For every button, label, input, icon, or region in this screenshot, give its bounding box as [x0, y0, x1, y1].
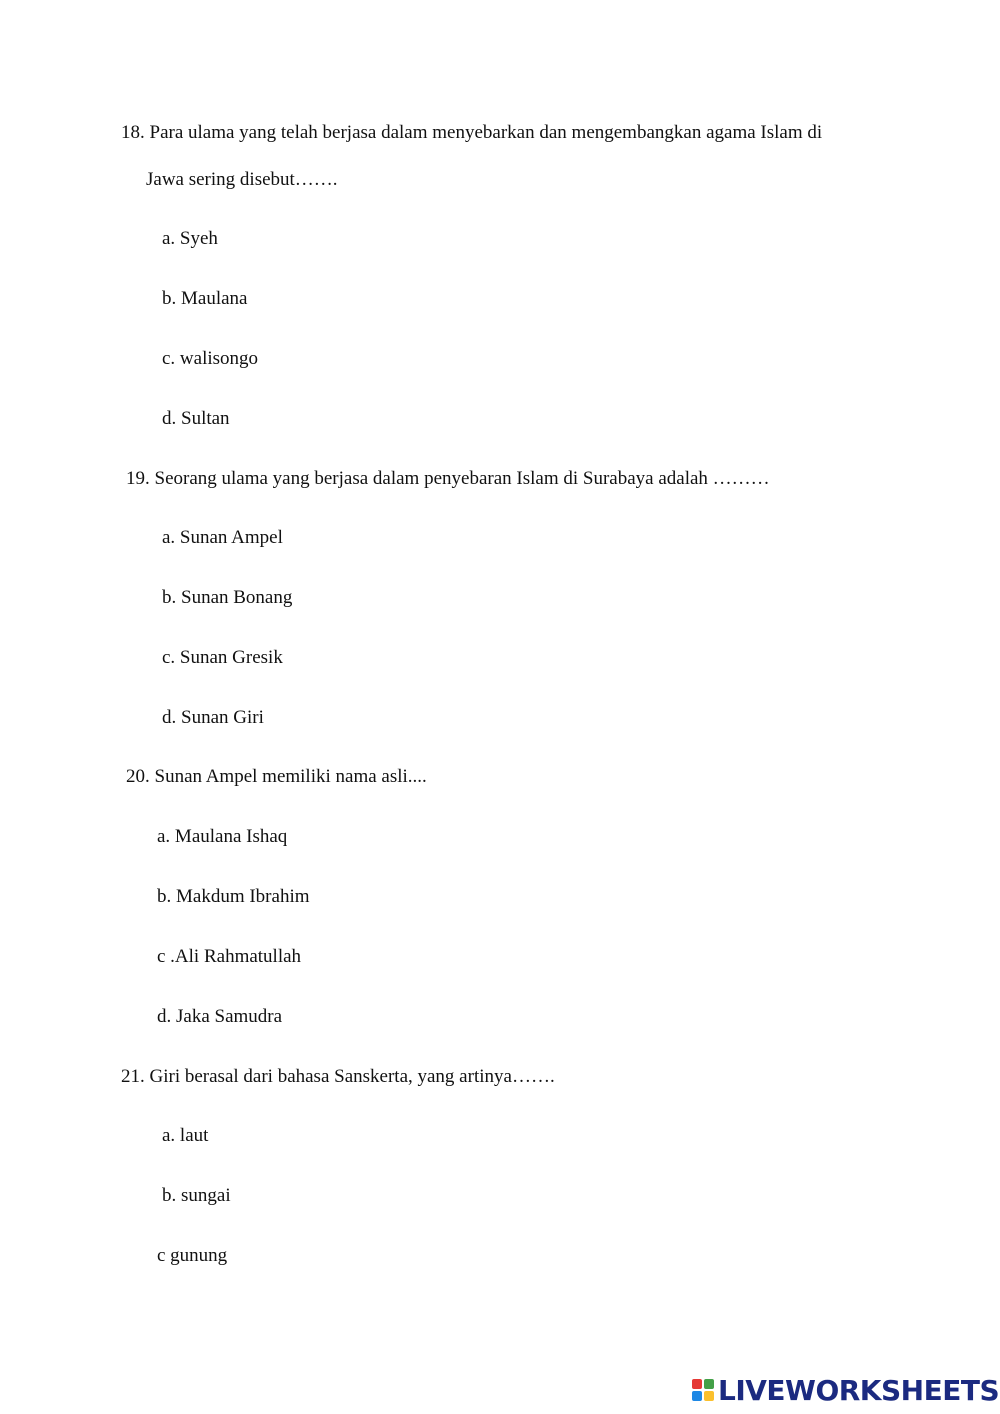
question-19-stem: 19. Seorang ulama yang berjasa dalam penyebaran Islam di Surabaya adalah ………	[126, 468, 770, 489]
question-20-option-d: d. Jaka Samudra	[157, 1006, 283, 1027]
logo-square-red	[692, 1379, 702, 1389]
question-20-stem: 20. Sunan Ampel memiliki nama asli....	[126, 766, 427, 787]
question-21-stem: 21. Giri berasal dari bahasa Sanskerta, yang artinya…….	[121, 1066, 555, 1087]
question-19-option-c: c. Sunan Gresik	[162, 647, 283, 668]
question-20-option-c: c .Ali Rahmatullah	[157, 946, 302, 967]
question-18-option-b: b. Maulana	[162, 288, 248, 309]
logo-square-blue	[692, 1391, 702, 1401]
question-20-option-a: a. Maulana Ishaq	[157, 826, 288, 847]
question-19-option-b: b. Sunan Bonang	[162, 587, 293, 608]
question-18-stem-continued: Jawa sering disebut…….	[146, 169, 338, 190]
logo-square-yellow	[704, 1391, 714, 1401]
question-18-stem: 18. Para ulama yang telah berjasa dalam menyebarkan dan mengembangkan agama Islam di	[121, 122, 823, 143]
question-19-option-a: a. Sunan Ampel	[162, 527, 283, 548]
question-18-option-d: d. Sultan	[162, 408, 230, 429]
question-21-option-c: c gunung	[157, 1245, 228, 1266]
logo-square-green	[704, 1379, 714, 1389]
question-18-option-c: c. walisongo	[162, 348, 259, 369]
liveworksheets-logo	[692, 1374, 999, 1406]
liveworksheets-logo-icon	[692, 1379, 714, 1401]
question-18-option-a: a. Syeh	[162, 228, 218, 249]
question-20-option-b: b. Makdum Ibrahim	[157, 886, 310, 907]
liveworksheets-brand-text: LIVEWORKSHEETS	[718, 1373, 1000, 1407]
question-21-option-a: a. laut	[162, 1125, 209, 1146]
question-19-option-d: d. Sunan Giri	[162, 707, 264, 728]
question-21-option-b: b. sungai	[162, 1185, 231, 1206]
